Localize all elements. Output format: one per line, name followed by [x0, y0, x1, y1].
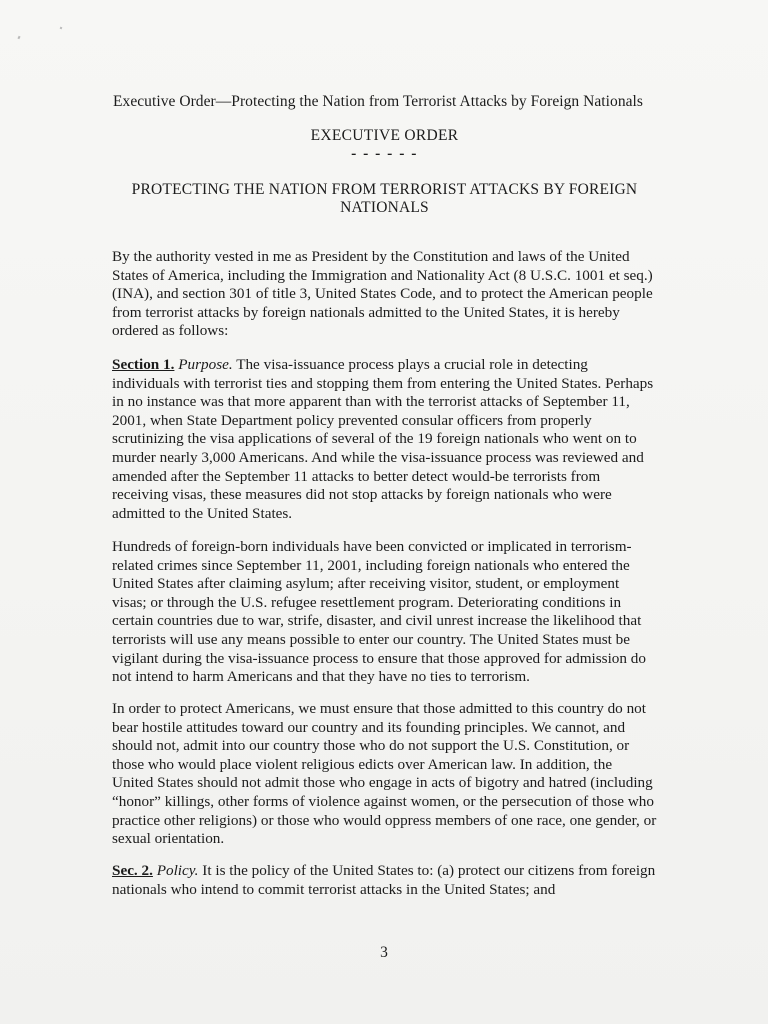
order-subject-title: PROTECTING THE NATION FROM TERRORIST ATTACKS BY FOREIGN NATIONALS — [131, 181, 638, 216]
protect-americans-paragraph: In order to protect Americans, we must ensure that those admitted to this country do not bear hostile attitudes toward our country and its founding principles. We cannot, and should not, admit into our country those who do not support the U.S. Constitution, or those who would place violent religious edicts over American law. In addition, the United States should not admit those who engage in acts of bigotry and hatred (including “honor” killings, other forms of violence against women, or the persecution of those who practice other religions) or those who would oppress members of one race, one gender, or sexual orientation. — [112, 700, 657, 848]
section-1-title: Purpose. — [178, 356, 233, 373]
section-2-text: It is the policy of the United States to: (a) protect our citizens from foreign nationals who intend to commit terrorist attacks in the United States; and — [112, 862, 656, 898]
section-2-paragraph — [112, 862, 657, 899]
authority-paragraph: By the authority vested in me as President by the Constitution and laws of the United States of America, including the Immigration and Nationality Act (8 U.S.C. 1001 et seq.) (INA), and section 301 of title 3, United States Code, and to protect the American people from terrorist attacks by foreign nationals admitted to the United States, it is hereby ordered as follows: — [112, 248, 653, 340]
terrorism-convictions-paragraph: Hundreds of foreign-born individuals have been convicted or implicated in terrorism-related crimes since September 11, 2001, including foreign nationals who entered the United States after claiming asylum; after receiving visitor, student, or employment visas; or through the U.S. refugee resettlement program. Deteriorating conditions in certain countries due to war, strife, disaster, and civil unrest increase the likelihood that terrorists will use any means possible to enter our country. The United States must be vigilant during the visa-issuance process to ensure that those approved for admission do not intend to harm Americans and that they have no ties to terrorism. — [112, 538, 646, 686]
executive-order-heading: EXECUTIVE ORDER — [310, 127, 459, 144]
section-1-label: Section 1. — [112, 356, 175, 373]
heading-separator: - - - - - - — [351, 145, 418, 162]
page-number: 3 — [380, 944, 388, 961]
scan-speck — [60, 27, 63, 30]
section-1-paragraph — [112, 356, 657, 523]
section-1-text: The visa-issuance process plays a crucial role in detecting individuals with terrorist ties and stopping them from entering the United States. Perhaps in no instance was that more apparent than with the terrorist attacks of September 11, 2001, when State Department policy prevented consular officers from properly scrutinizing the visa applications of several of the 19 foreign nationals who went on to murder nearly 3,000 Americans. And while the visa-issuance process was reviewed and amended after the September 11 attacks to better detect would-be terrorists from receiving visas, these measures did not stop attacks by foreign nationals who were admitted to the United States. — [112, 356, 654, 522]
section-2-label: Sec. 2. — [112, 862, 153, 879]
section-2-title: Policy. — [156, 862, 199, 879]
document-header-title: Executive Order—Protecting the Nation from Terrorist Attacks by Foreign Nationals — [113, 93, 643, 110]
scan-speck — [17, 36, 20, 40]
